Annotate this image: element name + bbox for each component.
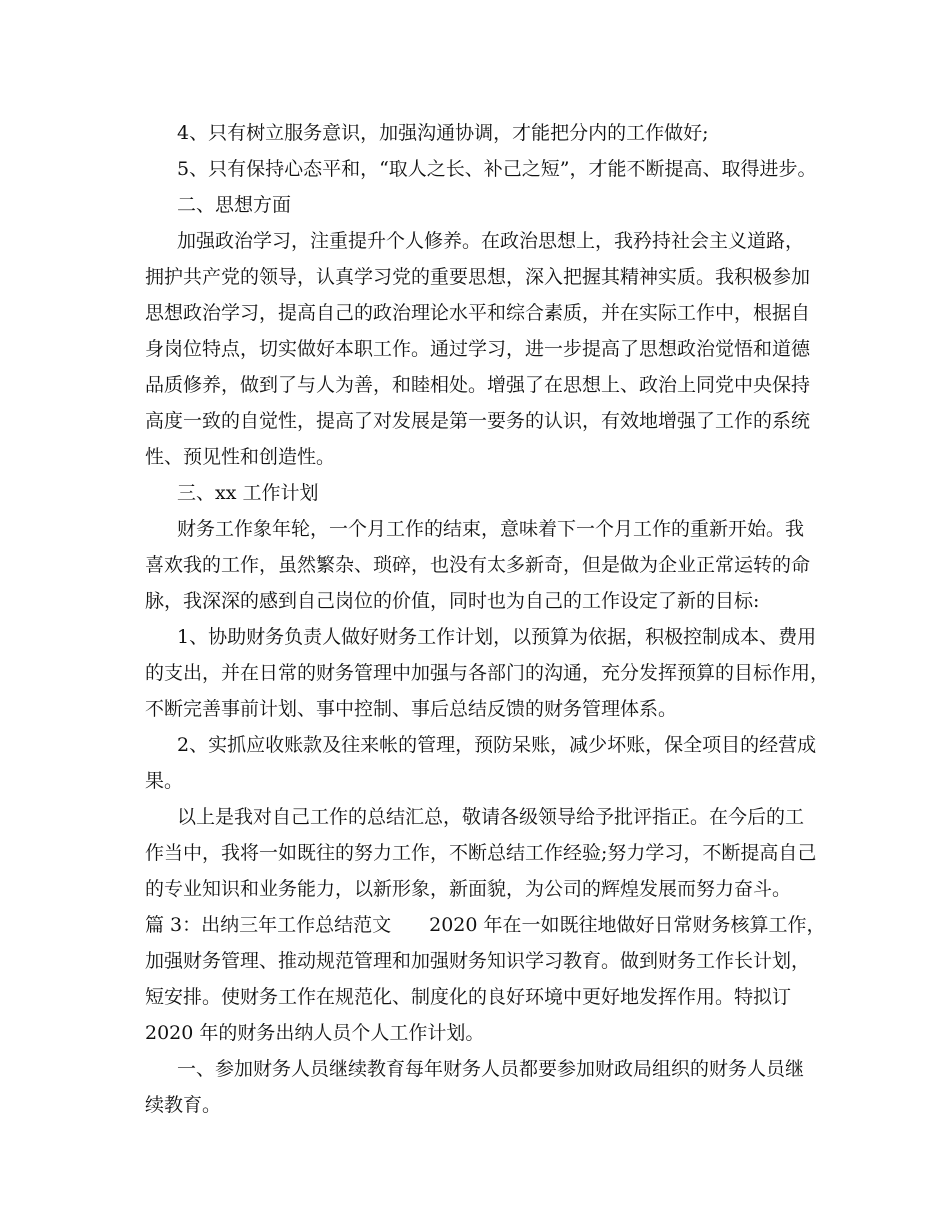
text-line: 4、只有树立服务意识，加强沟通协调，才能把分内的工作做好;: [177, 122, 709, 144]
text-line: 5、只有保持心态平和，“取人之长、补己之短”，才能不断提高、取得进步。: [177, 158, 817, 180]
text-line: 品质修养，做到了与人为善，和睦相处。增强了在思想上、政治上同党中央保持: [145, 374, 811, 396]
text-line: 以上是我对自己工作的总结汇总，敬请各级领导给予批评指正。在今后的工: [177, 806, 805, 828]
text-line: 2、实抓应收账款及往来帐的管理，预防呆账，减少坏账，保全项目的经营成: [177, 734, 817, 756]
text-line: 不断完善事前计划、事中控制、事后总结反馈的财务管理体系。: [145, 698, 678, 720]
text-line: 续教育。: [145, 1094, 222, 1116]
text-line: 高度一致的自觉性，提高了对发展是第一要务的认识，有效地增强了工作的系统: [145, 410, 811, 432]
text-line: 拥护共产党的领导，认真学习党的重要思想，深入把握其精神实质。我积极参加: [145, 266, 811, 288]
text-line: 1、协助财务负责人做好财务工作计划，以预算为依据，积极控制成本、费用: [177, 626, 817, 648]
text-line: 喜欢我的工作，虽然繁杂、琐碎，也没有太多新奇，但是做为企业正常运转的命: [145, 554, 811, 576]
text-line: 2020 年的财务出纳人员个人工作计划。: [145, 1022, 485, 1044]
text-line: 加强政治学习，注重提升个人修养。在政治思想上，我矜持社会主义道路，: [177, 230, 805, 252]
section-heading: 二、思想方面: [177, 194, 292, 216]
text-line: 的支出，并在日常的财务管理中加强与各部门的沟通，充分发挥预算的目标作用，: [145, 662, 830, 684]
text-line: 财务工作象年轮，一个月工作的结束，意味着下一个月工作的重新开始。我: [177, 518, 805, 540]
text-line: 的专业知识和业务能力，以新形象，新面貌，为公司的辉煌发展而努力奋斗。: [145, 878, 792, 900]
text-line: 作当中，我将一如既往的努力工作，不断总结工作经验;努力学习，不断提高自己: [145, 842, 817, 864]
text-line: 加强财务管理、推动规范管理和加强财务知识学习教育。做到财务工作长计划，: [145, 950, 811, 972]
text-line: 性、预见性和创造性。: [145, 446, 336, 468]
text-line: 思想政治学习，提高自己的政治理论水平和综合素质，并在实际工作中，根据自: [145, 302, 811, 324]
text-line: 果。: [145, 770, 184, 792]
text-line: 短安排。使财务工作在规范化、制度化的良好环境中更好地发挥作用。特拟订: [145, 986, 792, 1008]
text-line: 身岗位特点，切实做好本职工作。通过学习，进一步提高了思想政治觉悟和道德: [145, 338, 811, 360]
text-line: 一、参加财务人员继续教育每年财务人员都要参加财政局组织的财务人员继: [177, 1058, 805, 1080]
text-line: 脉，我深深的感到自己岗位的价值，同时也为自己的工作设定了新的目标:: [145, 590, 760, 612]
text-line: 篇 3：出纳三年工作总结范文 2020 年在一如既往地做好日常财务核算工作，: [145, 914, 826, 936]
section-heading: 三、xx 工作计划: [177, 482, 319, 504]
